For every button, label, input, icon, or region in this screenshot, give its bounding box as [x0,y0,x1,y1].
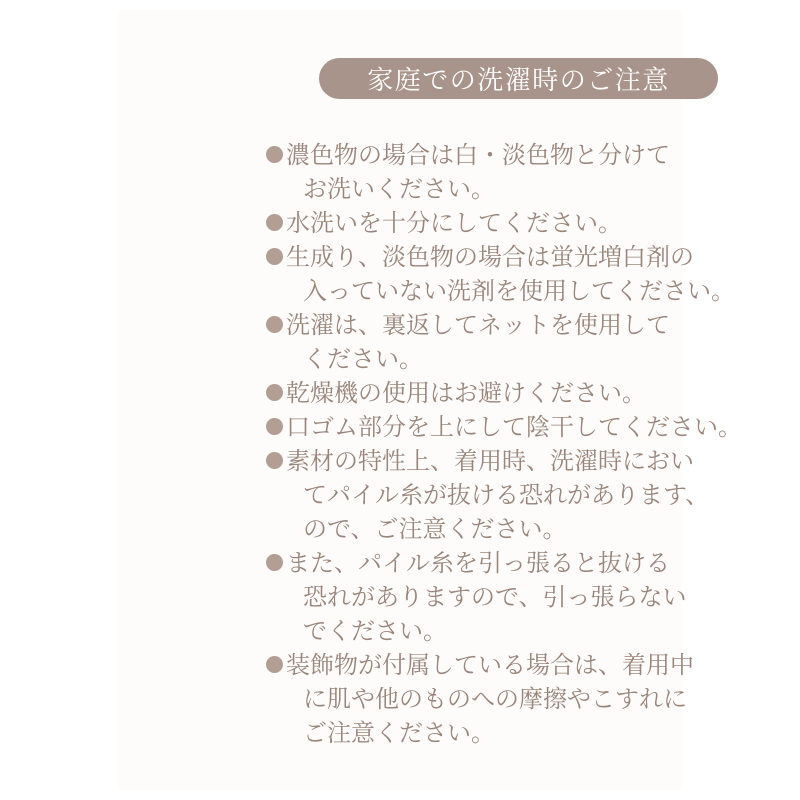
list-item-text [286,410,786,444]
list-item-line: また、パイル糸を引っ張ると抜ける [286,549,670,577]
list-item [266,648,786,750]
list-item-text [286,138,786,206]
list-item-line: お洗いください。 [303,175,495,203]
bullet-icon [266,316,283,333]
bullet-icon [266,248,283,265]
list-item-text [286,444,786,546]
list-item-line: 水洗いを十分にしてください。 [286,209,622,237]
care-label-card [118,10,742,790]
list-item [266,444,786,546]
list-item-line: でください。 [303,617,447,645]
list-item-text [286,546,786,648]
list-item-line: 恐れがありますので、引っ張らない [303,583,687,611]
list-item-line: に肌や他のものへの摩擦やこすれに [303,685,687,713]
list-item-line: 生成り、淡色物の場合は蛍光増白剤の [286,243,694,271]
list-item [266,240,786,308]
list-item-line: ので、ご注意ください。 [303,515,567,543]
list-item-line: 入っていない洗剤を使用してください。 [303,277,735,305]
list-item-line: 乾燥機の使用はお避けください。 [286,379,646,407]
list-item [266,308,786,376]
bullet-icon [266,146,283,163]
bullet-icon [266,418,283,435]
bullet-icon [266,452,283,469]
bullet-icon [266,214,283,231]
list-item-line: てパイル糸が抜ける恐れがあります、 [303,481,710,509]
list-item-text [286,648,786,750]
list-item-text [286,376,786,410]
list-item-line: 濃色物の場合は白・淡色物と分けて [286,141,670,169]
list-item [266,206,786,240]
page-title: 家庭での洗濯時のご注意 [367,66,670,96]
list-item [266,376,786,410]
list-item-line: 素材の特性上、着用時、洗濯時におい [286,447,694,475]
list-item-text [286,206,786,240]
title-banner [319,58,718,99]
list-item-line: 洗濯は、裏返してネットを使用して [286,311,670,339]
list-item [266,546,786,648]
bullet-icon [266,384,283,401]
list-item-text [286,240,786,308]
list-item-line: 口ゴム部分を上にして陰干してください。 [286,413,742,441]
care-instructions-list [266,138,786,750]
list-item-line: 装飾物が付属している場合は、着用中 [286,651,694,679]
list-item-line: ご注意ください。 [303,719,495,747]
bullet-icon [266,656,283,673]
list-item [266,410,786,444]
list-item [266,138,786,206]
list-item-text [286,308,786,376]
list-item-line: ください。 [303,345,423,373]
bullet-icon [266,554,283,571]
